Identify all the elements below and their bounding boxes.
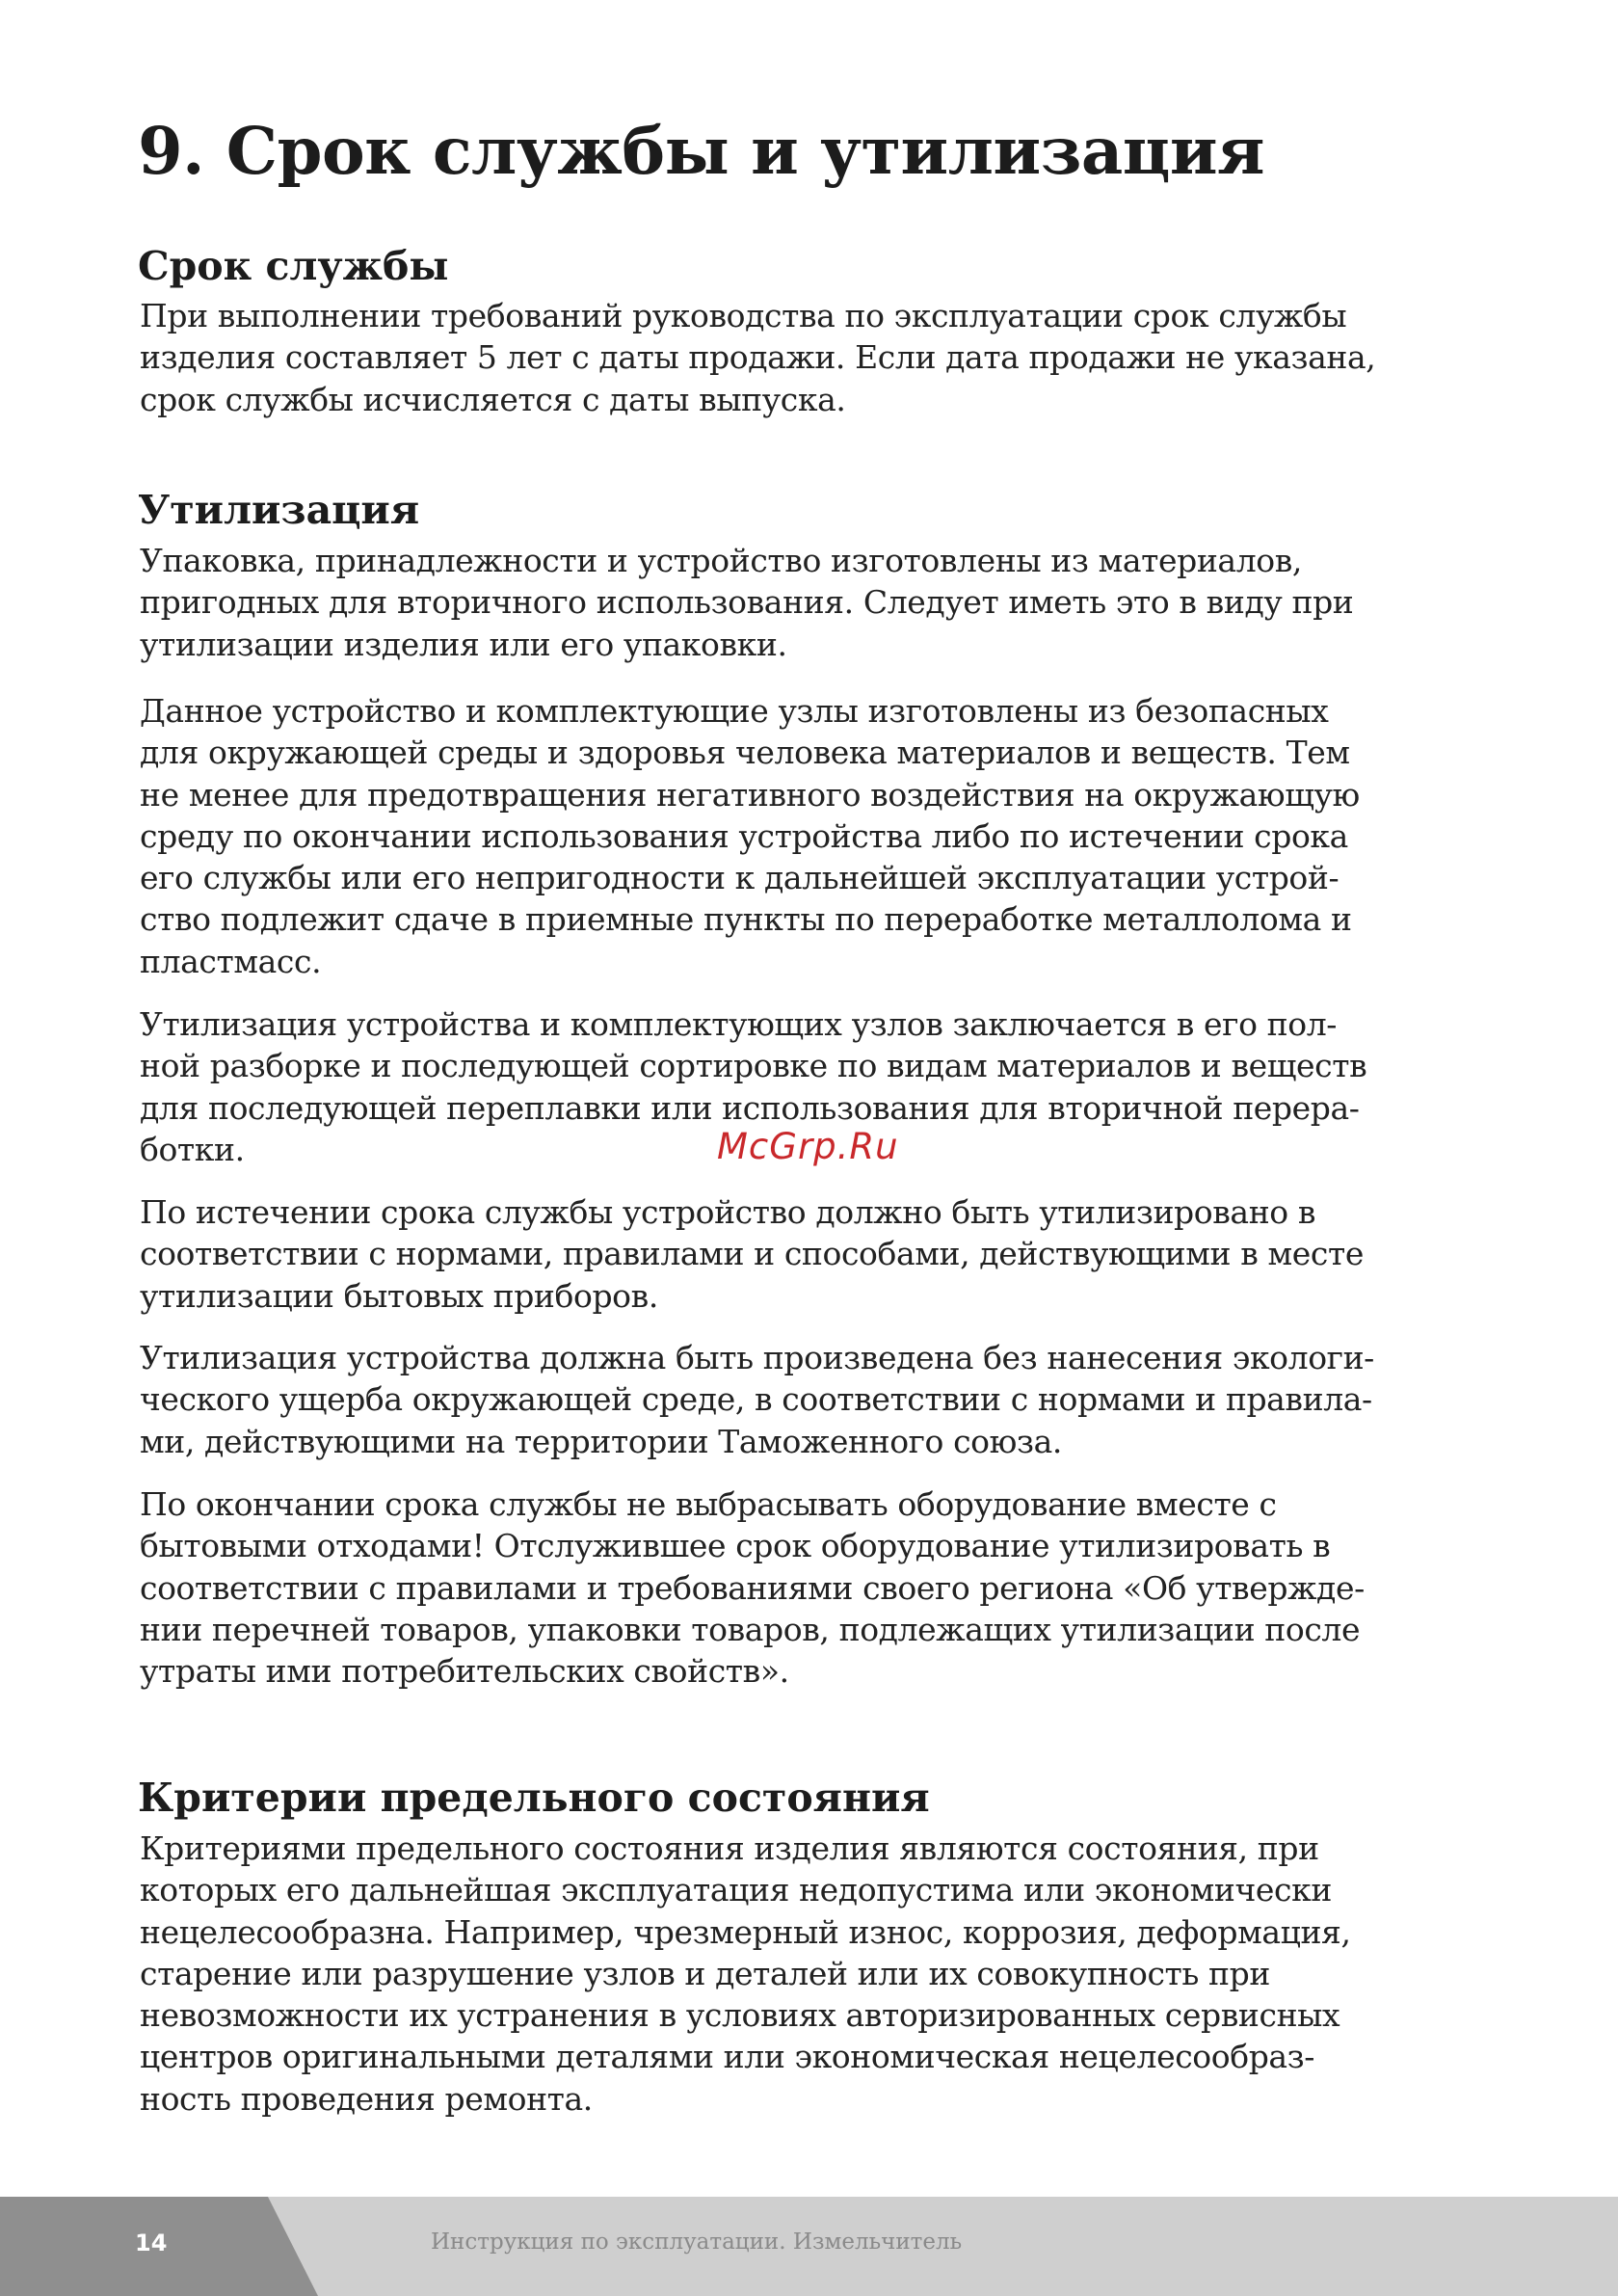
paragraph-disposal-3: Утилизация устройства и комплектующих узлов заключается в его пол- ной разборке и последующей сортировке по видам материалов и веществ для последующей переплавки или использования для вторичной перера- ботки. bbox=[140, 1005, 1367, 1168]
paragraph-disposal-2: Данное устройство и комплектующие узлы изготовлены из безопасных для окружающей среды и здоровья человека материалов и веществ. Тем не менее для предотвращения негативного воздействия на окружающую среду по окончании использования устройства либо по истечении срока его службы или его непригодности к дальнейшей эксплуатации устрой- ство подлежит сдаче в приемные пункты по переработке металлолома и пластмасс. bbox=[140, 692, 1360, 980]
paragraph-limit-state: Критериями предельного состояния изделия являются состояния, при которых его дальнейшая эксплуатация недопустима или экономически нецелесообразна. Например, чрезмерный износ, коррозия, деформация, старение или разрушение узлов и деталей или их совокупность при невозможности их устранения в условиях авторизированных сервисных центров оригинальными деталями или экономическая нецелесообраз- ность проведения ремонта. bbox=[140, 1829, 1351, 2118]
page-number: 14 bbox=[135, 2229, 168, 2256]
paragraph-disposal-6: По окончании срока службы не выбрасывать оборудование вместе с бытовыми отходами! Отслужившее срок оборудование утилизировать в соответствии с правилами и требованиями своего региона «Об утвержде- нии перечней товаров, упаковки товаров, подлежащих утилизации после утраты ими потребительских свойств». bbox=[140, 1485, 1365, 1691]
paragraph-service-life: При выполнении требований руководства по эксплуатации срок службы изделия составляет 5 лет с даты продажи. Если дата продажи не указана, срок службы исчисляется с даты выпуска. bbox=[140, 297, 1376, 418]
footer-bar bbox=[0, 2197, 1618, 2296]
watermark: McGrp.Ru bbox=[717, 1126, 899, 1167]
section-heading-limit-state: Критерии предельного состояния bbox=[138, 1775, 930, 1821]
paragraph-disposal-5: Утилизация устройства должна быть произведена без нанесения экологи- ческого ущерба окружающей среде, в соответствии с нормами и правила- ми, действующими на территории Таможенного союза. bbox=[140, 1339, 1374, 1460]
footer-document-title: Инструкция по эксплуатации. Измельчитель bbox=[431, 2229, 963, 2255]
section-heading-service-life: Срок службы bbox=[138, 243, 449, 289]
paragraph-disposal-1: Упаковка, принадлежности и устройство изготовлены из материалов, пригодных для вторичного использования. Следует иметь это в виду при утилизации изделия или его упаковки. bbox=[140, 542, 1354, 663]
page-title: 9. Срок службы и утилизация bbox=[138, 113, 1265, 189]
section-heading-disposal: Утилизация bbox=[138, 487, 420, 533]
paragraph-disposal-4: По истечении срока службы устройство должно быть утилизировано в соответствии с нормами, правилами и способами, действующими в месте утилизации бытовых приборов. bbox=[140, 1193, 1364, 1315]
